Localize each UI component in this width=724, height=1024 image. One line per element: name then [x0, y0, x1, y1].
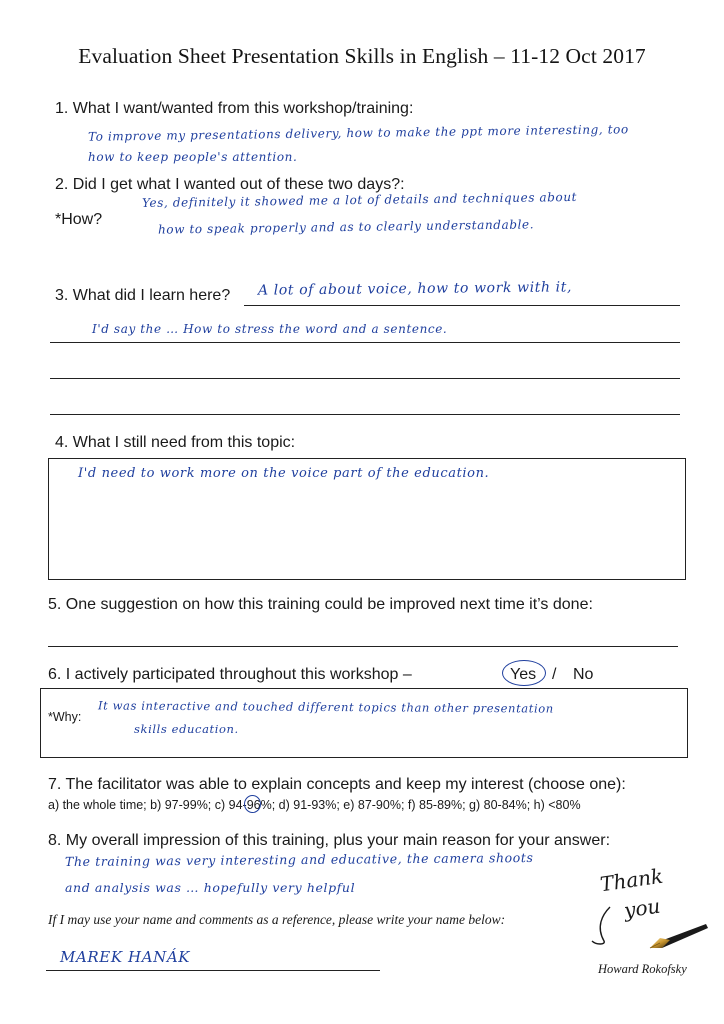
yes-option: Yes — [510, 666, 537, 683]
why-label: *Why: — [48, 710, 82, 724]
question-4: 4. What I still need from this topic: — [55, 434, 296, 451]
question-3: 3. What did I learn here? — [55, 287, 231, 304]
answer-6-line-1: It was interactive and touched different topics than other presentation — [97, 698, 554, 716]
answer-line — [50, 342, 680, 343]
flourish-stroke-icon — [590, 905, 618, 945]
page-title: Evaluation Sheet Presentation Skills in English – 11-12 Oct 2017 — [78, 44, 646, 68]
answer-8-line-1: The training was very interesting and educative, the camera shoots — [64, 849, 534, 870]
signature-flourish — [590, 905, 618, 945]
option-separator: / — [552, 666, 557, 683]
reference-note: If I may use your name and comments as a reference, please write your name below: — [48, 912, 506, 927]
fountain-pen-icon — [648, 918, 710, 954]
thank-you-line-2: you — [622, 893, 662, 923]
answer-options-7: a) the whole time; b) 97-99%; c) 94-96%; d) 91-93%; e) 87-90%; f) 85-89%; g) 80-84%; h) <80% — [48, 798, 581, 812]
reference-name: MAREK HANÁK — [60, 948, 191, 966]
question-8: 8. My overall impression of this training, plus your main reason for your answer: — [48, 832, 611, 849]
question-1: 1. What I want/wanted from this workshop/training: — [55, 100, 414, 117]
thank-you-line-1: Thank — [598, 863, 665, 897]
answer-8-line-2: and analysis was … hopefully very helpful — [65, 880, 356, 895]
answer-4: I'd need to work more on the voice part of the education. — [78, 466, 490, 481]
question-2: 2. Did I get what I wanted out of these two days?: — [55, 176, 405, 193]
signature-name: Howard Rokofsky — [598, 962, 687, 976]
answer-2-line-1: Yes, definitely it showed me a lot of details and techniques about — [141, 189, 578, 211]
answer-6-line-2: skills education. — [134, 722, 239, 736]
name-line — [46, 970, 380, 971]
answer-line — [50, 378, 680, 379]
answer-line — [50, 414, 680, 415]
answer-2-line-2: how to speak properly and as to clearly understandable. — [157, 217, 535, 237]
answer-line — [244, 305, 680, 306]
answer-3-line-1: A lot of about voice, how to work with it, — [257, 279, 573, 299]
question-5: 5. One suggestion on how this training could be improved next time it’s done: — [48, 596, 593, 613]
answer-line — [48, 646, 678, 647]
answer-3-line-2: I'd say the … How to stress the word and a sentence. — [92, 322, 448, 336]
selected-option-circle-mark — [244, 795, 261, 813]
answer-1-line-2: how to keep people's attention. — [88, 150, 298, 164]
how-label: *How? — [55, 211, 103, 228]
question-7: 7. The facilitator was able to explain concepts and keep my interest (choose one): — [48, 776, 626, 793]
no-option: No — [573, 666, 594, 683]
answer-1-line-1: To improve my presentations delivery, how to make the ppt more interesting, too — [87, 122, 629, 144]
question-6: 6. I actively participated throughout this workshop – — [48, 666, 412, 683]
